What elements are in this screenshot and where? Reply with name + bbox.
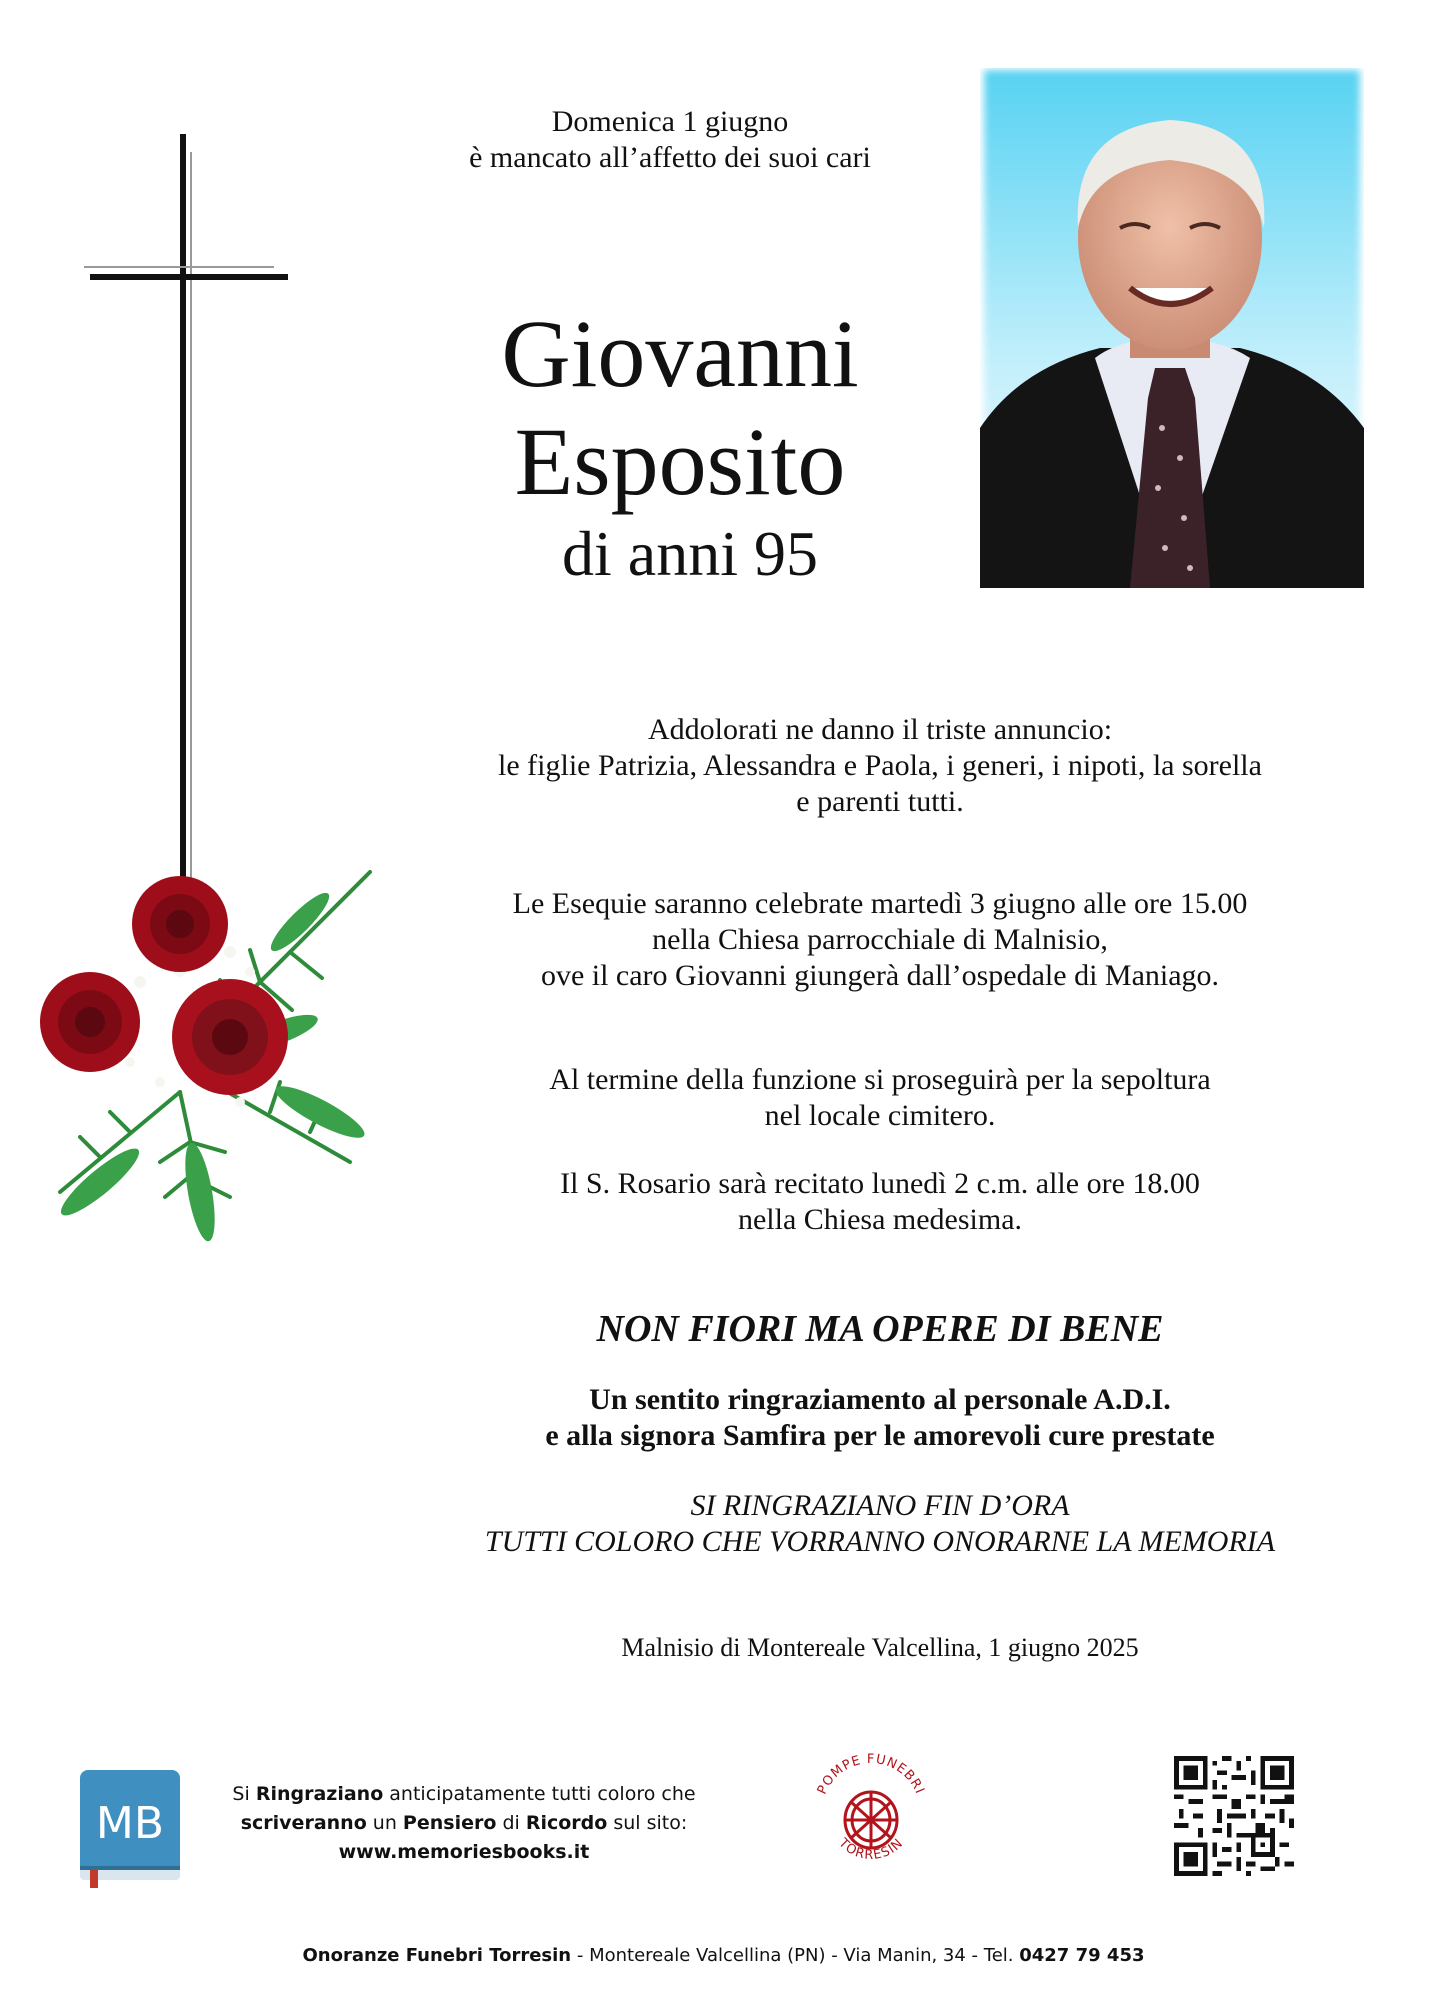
memoriesbooks-text-anticipatamente: anticipatamente tutti coloro che	[383, 1783, 696, 1805]
burial-line-2: nel locale cimitero.	[764, 1099, 996, 1132]
rosary-line-1: Il S. Rosario sarà recitato lunedì 2 c.m. alle ore 18.00	[560, 1167, 1200, 1200]
footer-company: Onoranze Funebri Torresin	[302, 1945, 572, 1966]
thanks-all-line-1: SI RINGRAZIANO FIN D’ORA	[690, 1489, 1070, 1522]
memoriesbooks-text-un: un	[366, 1812, 403, 1834]
thanks-all-line-2: TUTTI COLORO CHE VORRANNO ONORARNE LA MEMORIA	[484, 1525, 1276, 1558]
deceased-last-name: Esposito	[514, 408, 846, 515]
deceased-name-block	[420, 300, 940, 592]
thanks-all-notice	[380, 1488, 1380, 1560]
memoriesbooks-text-sul-sito: sul sito:	[607, 1812, 688, 1834]
thanks-notice	[430, 1382, 1330, 1454]
intro-line-2: è mancato all’affetto dei suoi cari	[469, 141, 871, 174]
intro-text	[380, 104, 960, 176]
memoriesbooks-logo-text: MB	[95, 1798, 165, 1849]
memoriesbooks-text-pensiero: Pensiero	[402, 1812, 497, 1834]
cross-icon	[82, 134, 302, 894]
memoriesbooks-text-di: di	[496, 1812, 526, 1834]
memoriesbooks-text-ricordo: Ricordo	[525, 1812, 608, 1834]
footer-phone[interactable]: 0427 79 453	[1019, 1945, 1145, 1966]
announcement-line-1: Addolorati ne danno il triste annuncio:	[647, 713, 1113, 746]
rosary-line-2: nella Chiesa medesima.	[737, 1203, 1023, 1236]
memoriesbooks-line-1	[214, 1780, 714, 1809]
memoriesbooks-text-si: Si	[232, 1783, 256, 1805]
memoriesbooks-text-ringraziano: Ringraziano	[255, 1783, 384, 1805]
thanks-line-1: Un sentito ringraziamento al personale A.D.I.	[589, 1383, 1171, 1416]
qr-code[interactable]	[1174, 1756, 1294, 1876]
thanks-line-2: e alla signora Samfira per le amorevoli cure prestate	[545, 1419, 1215, 1452]
burial-info	[430, 1062, 1330, 1134]
deceased-age: di anni 95	[562, 518, 818, 589]
pompe-funebri-bottom-text: TORRESIN	[835, 1835, 907, 1864]
announcement-line-2: le figlie Patrizia, Alessandra e Paola, i generi, i nipoti, la sorella	[498, 749, 1262, 782]
footer-address: - Montereale Valcellina (PN) - Via Manin, 34 - Tel.	[571, 1945, 1020, 1966]
pompe-funebri-top-text: POMPE FUNEBRI	[814, 1752, 928, 1797]
deceased-first-name: Giovanni	[501, 300, 859, 407]
funeral-line-2: nella Chiesa parrocchiale di Malnisio,	[652, 923, 1108, 956]
portrait-photo-graphic	[980, 68, 1364, 588]
pompe-funebri-logo	[806, 1742, 936, 1878]
rosary-info	[430, 1166, 1330, 1238]
intro-line-1: Domenica 1 giugno	[551, 105, 789, 138]
memoriesbooks-line-2	[214, 1809, 714, 1838]
no-flowers-notice: NON FIORI MA OPERE DI BENE	[596, 1308, 1164, 1350]
memoriesbooks-message	[214, 1780, 714, 1867]
portrait-photo	[980, 68, 1364, 588]
announcement	[430, 712, 1330, 820]
footer-contact	[0, 1944, 1447, 1968]
burial-line-1: Al termine della funzione si proseguirà per la sepoltura	[549, 1063, 1211, 1096]
memoriesbooks-logo[interactable]	[78, 1770, 182, 1888]
memoriesbooks-line-3	[214, 1838, 714, 1867]
announcement-line-3: e parenti tutti.	[796, 785, 964, 818]
funeral-info	[430, 886, 1330, 994]
rose-bouquet-icon	[30, 862, 380, 1242]
memoriesbooks-text-scriveranno: scriveranno	[240, 1812, 367, 1834]
funeral-line-1: Le Esequie saranno celebrate martedì 3 giugno alle ore 15.00	[512, 887, 1248, 920]
funeral-line-3: ove il caro Giovanni giungerà dall’ospedale di Maniago.	[540, 959, 1220, 992]
svg-text:POMPE FUNEBRI	[815, 1752, 927, 1797]
place-and-date: Malnisio di Montereale Valcellina, 1 giugno 2025	[621, 1633, 1139, 1662]
memoriesbooks-url-link[interactable]: www.memoriesbooks.it	[338, 1841, 590, 1863]
